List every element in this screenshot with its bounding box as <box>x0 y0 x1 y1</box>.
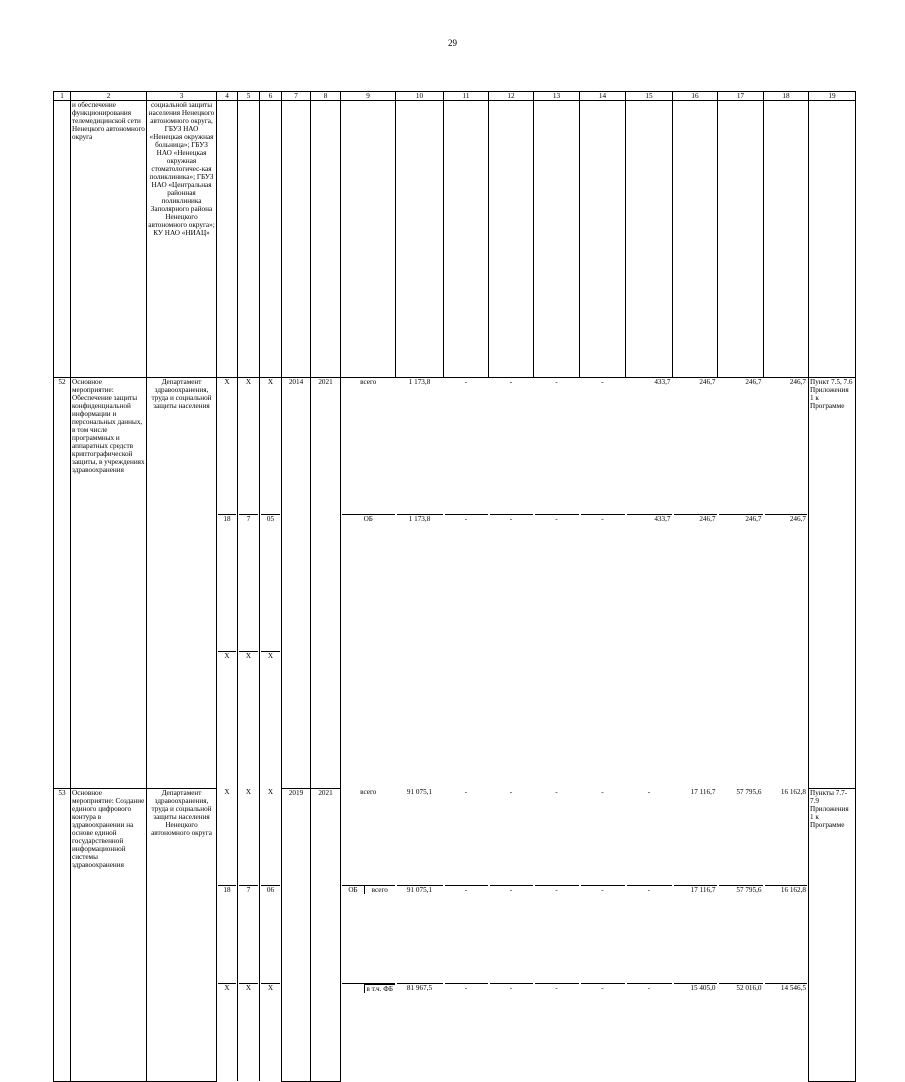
amount-cell: 16 162,8 <box>780 788 806 796</box>
col-num: 8 <box>311 92 341 101</box>
funding-source: всего <box>360 788 377 796</box>
executor: социальной защиты населения Ненецкого автономного округа, ГБУЗ НАО «Ненецкая окружная больница»; ГБУЗ НАО «Ненецкая окружная стоматологичес-кая поликлиника»; ГБУЗ НАО «Центральная районная поликлиника Заполярного района Ненецкого автономного округа»; КУ НАО «НИАЦ» <box>147 101 217 378</box>
column-number-row <box>54 92 856 101</box>
col-num: 1 <box>54 92 71 101</box>
amount-cell: 1 173,8 <box>397 515 443 652</box>
amount-cell: - <box>445 984 488 1082</box>
amount-cell: - <box>581 515 625 652</box>
amount-cell: - <box>490 984 533 1082</box>
amount-cell: 246,7 <box>674 515 717 652</box>
amount-cell: - <box>601 788 604 796</box>
amount-cell: 246,7 <box>745 378 762 386</box>
amount-cell: 14 546,5 <box>765 984 808 1082</box>
amount-cell: - <box>445 886 488 984</box>
amount-cell: 15 405,0 <box>674 984 717 1082</box>
amount-cell: 433,7 <box>627 515 672 652</box>
row-number: 53 <box>54 788 71 1081</box>
funding-source: в т.ч. ФБ <box>364 984 395 993</box>
amount-cell: 81 967,5 <box>397 984 443 1082</box>
start-year: 2019 <box>282 788 311 1081</box>
amount-cell: 246,7 <box>765 515 808 652</box>
table-row <box>54 378 856 789</box>
executor: Департамент здравоохранения, труда и социальной защиты населения <box>147 378 217 789</box>
code-cell: X <box>239 984 258 1082</box>
funding-source: всего <box>364 886 395 894</box>
code-cell: X <box>224 378 230 386</box>
amount-cell: - <box>555 788 558 796</box>
amount-cell: 1 173,8 <box>408 378 431 386</box>
col-num: 2 <box>71 92 147 101</box>
col-num: 9 <box>341 92 396 101</box>
executor: Департамент здравоохранения, труда и социальной защиты населения Ненецкого автономного округа <box>147 788 217 1081</box>
amount-cell: 52 016,0 <box>719 984 763 1082</box>
col-num: 18 <box>764 92 809 101</box>
amount-cell: - <box>535 886 579 984</box>
measure-name: Основное мероприятие: Обеспечение защиты конфиденциальной информации и персональных данных, в том числе программных и аппаратных средств криптографической защиты, в учреждениях здравоохранения <box>71 378 147 789</box>
row-number: 52 <box>54 378 71 789</box>
code-cell: 18 <box>218 515 236 652</box>
col-num: 15 <box>626 92 673 101</box>
amount-cell: - <box>581 984 625 1082</box>
amount-cell: - <box>535 515 579 652</box>
code-cell: X <box>218 652 236 789</box>
code-cell: X <box>261 652 280 789</box>
page-number: 29 <box>448 38 457 48</box>
end-year: 2021 <box>311 788 341 1081</box>
col-num: 4 <box>217 92 238 101</box>
amount-cell: - <box>535 984 579 1082</box>
amount-cell: 17 116,7 <box>690 788 716 796</box>
amount-cell: 91 075,1 <box>406 788 433 796</box>
code-cell: X <box>245 378 252 386</box>
code-cell: 05 <box>261 515 280 652</box>
amount-cell: 17 116,7 <box>674 886 717 984</box>
amount-cell: - <box>581 886 625 984</box>
col-num: 10 <box>396 92 444 101</box>
code-cell: 7 <box>239 515 258 652</box>
measure-name: Основное мероприятие: Создание единого цифрового контура в здравоохранении на основе единой государственной информационной системы здравоохранения <box>71 788 147 1081</box>
amount-cell: - <box>601 378 604 386</box>
amount-cell: 57 795,6 <box>736 788 762 796</box>
amount-cell: 433,7 <box>654 378 671 386</box>
reference-cell: Пункт 7.5, 7.6 Приложения 1 к Программе <box>809 378 856 789</box>
funding-source: ОБ <box>342 515 395 652</box>
code-cell: X <box>245 788 252 796</box>
amount-cell: 246,7 <box>699 378 716 386</box>
amount-cell: 246,7 <box>789 378 806 386</box>
funding-source: всего <box>360 378 377 386</box>
amount-cell: - <box>647 788 651 796</box>
amount-cell: 91 075,1 <box>397 886 443 984</box>
col-num: 14 <box>580 92 626 101</box>
amount-cell: - <box>445 515 488 652</box>
code-cell: 7 <box>239 886 258 984</box>
amount-cell: - <box>464 378 468 386</box>
code-cell: X <box>267 378 274 386</box>
amount-cell: - <box>509 378 513 386</box>
amount-cell: - <box>464 788 468 796</box>
table-row <box>54 788 856 1081</box>
start-year: 2014 <box>282 378 311 789</box>
amount-cell: 57 795,6 <box>719 886 763 984</box>
col-num: 3 <box>147 92 217 101</box>
table-row <box>54 101 856 378</box>
col-num: 19 <box>809 92 856 101</box>
code-cell: 06 <box>261 886 280 984</box>
col-num: 12 <box>489 92 534 101</box>
measure-name: и обеспечение функционирования телемедицинской сети Ненецкого автономного округа <box>71 101 147 378</box>
code-cell: X <box>224 788 230 796</box>
code-cell: X <box>218 984 236 1082</box>
col-num: 16 <box>673 92 718 101</box>
end-year: 2021 <box>311 378 341 789</box>
col-num: 6 <box>260 92 282 101</box>
col-num: 13 <box>534 92 580 101</box>
program-table <box>53 91 856 1082</box>
code-cell: 18 <box>218 886 236 984</box>
amount-cell: - <box>627 886 672 984</box>
col-num: 17 <box>718 92 764 101</box>
code-cell: X <box>261 984 280 1082</box>
amount-cell: - <box>509 788 513 796</box>
funding-source: ОБ <box>348 886 358 894</box>
amount-cell: 16 162,8 <box>765 886 808 984</box>
col-num: 7 <box>282 92 311 101</box>
reference-cell: Пункты 7.7-7.9 Приложения 1 к Программе <box>809 788 856 1081</box>
amount-cell: 246,7 <box>719 515 763 652</box>
amount-cell: - <box>490 515 533 652</box>
amount-cell: - <box>490 886 533 984</box>
col-num: 5 <box>238 92 260 101</box>
code-cell: X <box>239 652 258 789</box>
amount-cell: - <box>627 984 672 1082</box>
col-num: 11 <box>444 92 489 101</box>
code-cell: X <box>267 788 274 796</box>
amount-cell: - <box>555 378 558 386</box>
